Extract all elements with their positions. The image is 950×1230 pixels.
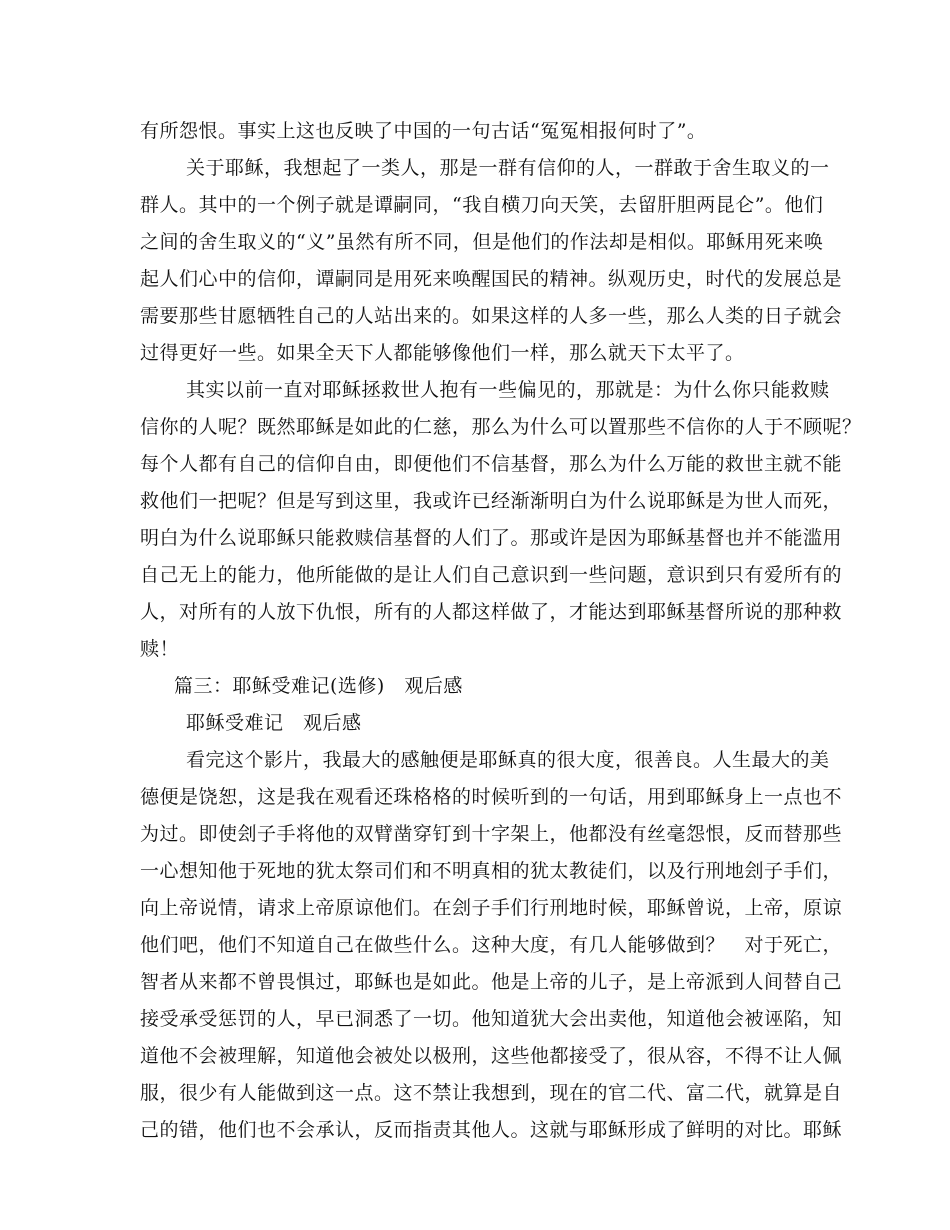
paragraph-line: 智者从来都不曾畏惧过，耶稣也是如此。他是上帝的儿子，是上帝派到人间替自己 [140,971,843,993]
paragraph-line: 德便是饶恕，这是我在观看还珠格格的时候听到的一句话，用到耶稣身上一点也不 [140,786,843,808]
paragraph-line: 需要那些甘愿牺牲自己的人站出来的。如果这样的人多一些，那么人类的日子就会 [140,305,843,327]
paragraph-line: 赎！ [140,638,180,660]
paragraph-line: 明白为什么说耶稣只能救赎信基督的人们了。那或许是因为耶稣基督也并不能滥用 [140,527,843,549]
paragraph-line: 群人。其中的一个例子就是谭嗣同，“我自横刀向天笑，去留肝胆两昆仑”。他们 [140,194,824,216]
paragraph-line: 每个人都有自己的信仰自由，即便他们不信基督，那么为什么万能的救世主就不能 [140,453,843,475]
paragraph-line: 道他不会被理解，知道他会被处以极刑，这些他都接受了，很从容，不得不让人佩 [140,1045,843,1067]
article-title: 耶稣受难记 观后感 [186,712,362,734]
paragraph-line: 之间的舍生取义的“义”虽然有所不同，但是他们的作法却是相似。耶稣用死来唤 [140,231,824,253]
paragraph-line: 关于耶稣，我想起了一类人，那是一群有信仰的人，一群敢于舍生取义的一 [186,157,830,179]
paragraph-line: 人，对所有的人放下仇恨，所有的人都这样做了，才能达到耶稣基督所说的那种救 [140,601,843,623]
paragraph-line: 己的错，他们也不会承认，反而指责其他人。这就与耶稣形成了鲜明的对比。耶稣 [140,1119,843,1141]
paragraph-line: 看完这个影片，我最大的感触便是耶稣真的很大度，很善良。人生最大的美 [186,749,830,771]
paragraph-line: 其实以前一直对耶稣拯救世人抱有一些偏见的，那就是：为什么你只能救赎 [186,379,830,401]
paragraph-line: 过得更好一些。如果全天下人都能够像他们一样，那么就天下太平了。 [140,342,745,364]
paragraph-line: 为过。即使刽子手将他的双臂凿穿钉到十字架上，他都没有丝毫怨恨，反而替那些 [140,823,843,845]
paragraph-line: 自己无上的能力，他所能做的是让人们自己意识到一些问题，意识到只有爱所有的 [140,564,843,586]
paragraph-line: 一心想知他于死地的犹太祭司们和不明真相的犹太教徒们，以及行刑地刽子手们， [140,860,843,882]
section-heading: 篇三：耶稣受难记(选修) 观后感 [174,675,463,697]
paragraph-line: 起人们心中的信仰，谭嗣同是用死来唤醒国民的精神。纵观历史，时代的发展总是 [140,268,843,290]
paragraph-line: 有所怨恨。事实上这也反映了中国的一句古话“冤冤相报何时了”。 [140,120,707,142]
paragraph-line: 他们吧，他们不知道自己在做些什么。这种大度，有几人能够做到？ 对于死亡， [140,934,843,956]
paragraph-line: 接受承受惩罚的人，早已洞悉了一切。他知道犹大会出卖他，知道他会被诬陷，知 [140,1008,843,1030]
paragraph-line: 救他们一把呢？但是写到这里，我或许已经渐渐明白为什么说耶稣是为世人而死， [140,490,843,512]
paragraph-line: 向上帝说情，请求上帝原谅他们。在刽子手们行刑地时候，耶稣曾说，上帝，原谅 [140,897,843,919]
paragraph-line: 服，很少有人能做到这一点。这不禁让我想到，现在的官二代、富二代，就算是自 [140,1082,843,1104]
paragraph-line: 信你的人呢？既然耶稣是如此的仁慈，那么为什么可以置那些不信你的人于不顾呢？ [140,416,862,438]
